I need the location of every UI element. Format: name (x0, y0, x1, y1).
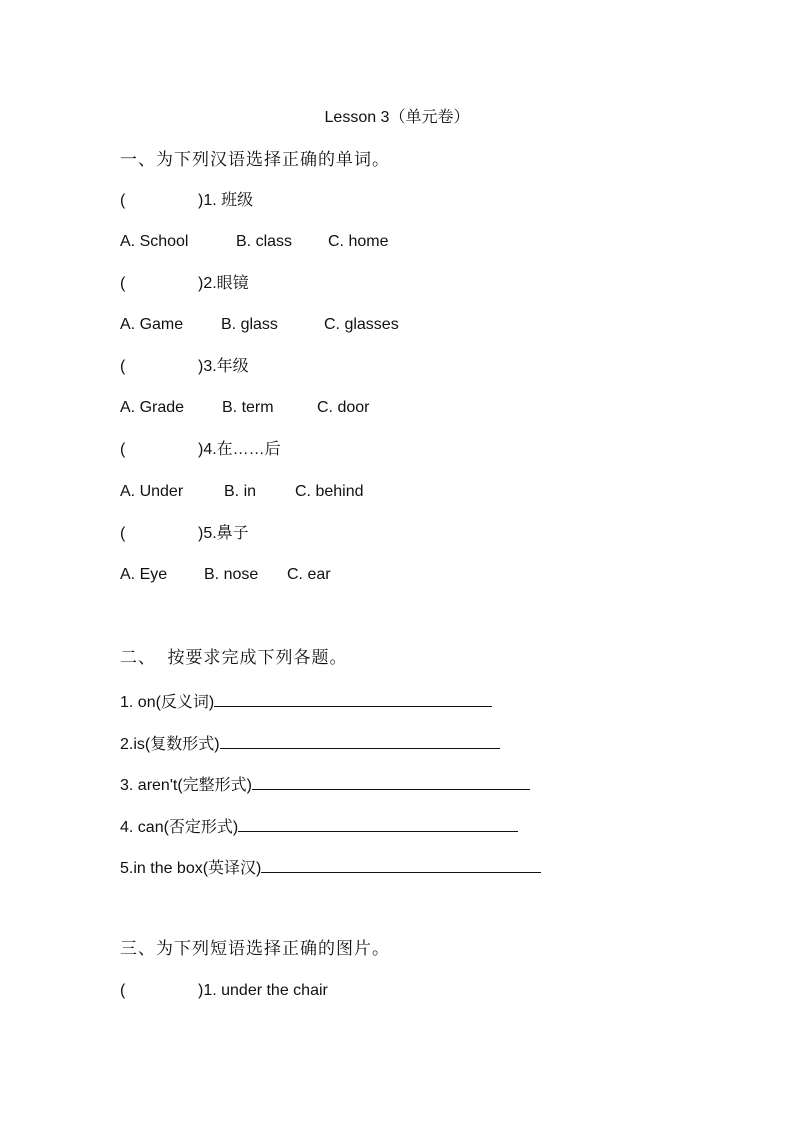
question-3-options (120, 398, 369, 418)
option-a: A. School (120, 233, 189, 250)
answer-paren: ( (120, 982, 126, 999)
question-1-options (120, 232, 388, 252)
fill-item-2 (120, 732, 500, 755)
option-c: C. behind (295, 483, 364, 500)
section-2-heading: 二、 按要求完成下列各题。 (120, 648, 348, 667)
question-stem: )4.在……后 (198, 441, 281, 458)
answer-blank[interactable] (220, 732, 500, 749)
question-stem: )1. 班级 (198, 192, 254, 209)
option-b: B. in (224, 483, 257, 500)
question-5-options (120, 565, 331, 585)
option-a: A. Eye (120, 566, 168, 583)
section-1-heading: 一、为下列汉语选择正确的单词。 (120, 150, 390, 169)
fill-item-1 (120, 690, 492, 713)
option-b: B. glass (221, 316, 278, 333)
item-prompt: 3. aren't(完整形式) (120, 777, 252, 794)
option-a: A. Game (120, 316, 184, 333)
question-stem: )5.鼻子 (198, 525, 249, 542)
section-3-heading: 三、为下列短语选择正确的图片。 (120, 939, 390, 958)
question-5 (120, 524, 249, 544)
item-prompt: 1. on(反义词) (120, 694, 215, 711)
answer-blank[interactable] (238, 815, 518, 832)
fill-item-4 (120, 815, 518, 838)
fill-item-5 (120, 856, 541, 879)
question-2-options (120, 315, 399, 335)
option-b: B. nose (204, 566, 259, 583)
answer-paren: ( (120, 192, 126, 209)
question-stem: )2.眼镜 (198, 275, 249, 292)
answer-paren: ( (120, 358, 126, 375)
answer-paren: ( (120, 525, 126, 542)
picture-question-1 (120, 981, 328, 1001)
question-stem: )1. under the chair (198, 982, 328, 999)
option-b: B. class (236, 233, 293, 250)
option-a: A. Under (120, 483, 184, 500)
answer-blank[interactable] (261, 856, 541, 873)
option-c: C. glasses (324, 316, 399, 333)
answer-blank[interactable] (214, 690, 492, 707)
option-b: B. term (222, 399, 274, 416)
question-1 (120, 191, 253, 211)
item-prompt: 5.in the box(英译汉) (120, 860, 262, 877)
answer-paren: ( (120, 275, 126, 292)
answer-blank[interactable] (252, 773, 530, 790)
item-prompt: 4. can(否定形式) (120, 819, 239, 836)
question-2 (120, 274, 249, 294)
option-c: C. home (328, 233, 389, 250)
worksheet-title: Lesson 3（单元卷） (324, 109, 470, 126)
answer-paren: ( (120, 441, 126, 458)
question-stem: )3.年级 (198, 358, 249, 375)
option-c: C. door (317, 399, 370, 416)
item-prompt: 2.is(复数形式) (120, 736, 220, 753)
option-c: C. ear (287, 566, 331, 583)
question-4-options (120, 482, 364, 502)
fill-item-3 (120, 773, 530, 796)
option-a: A. Grade (120, 399, 185, 416)
question-4 (120, 440, 281, 460)
question-3 (120, 357, 249, 377)
